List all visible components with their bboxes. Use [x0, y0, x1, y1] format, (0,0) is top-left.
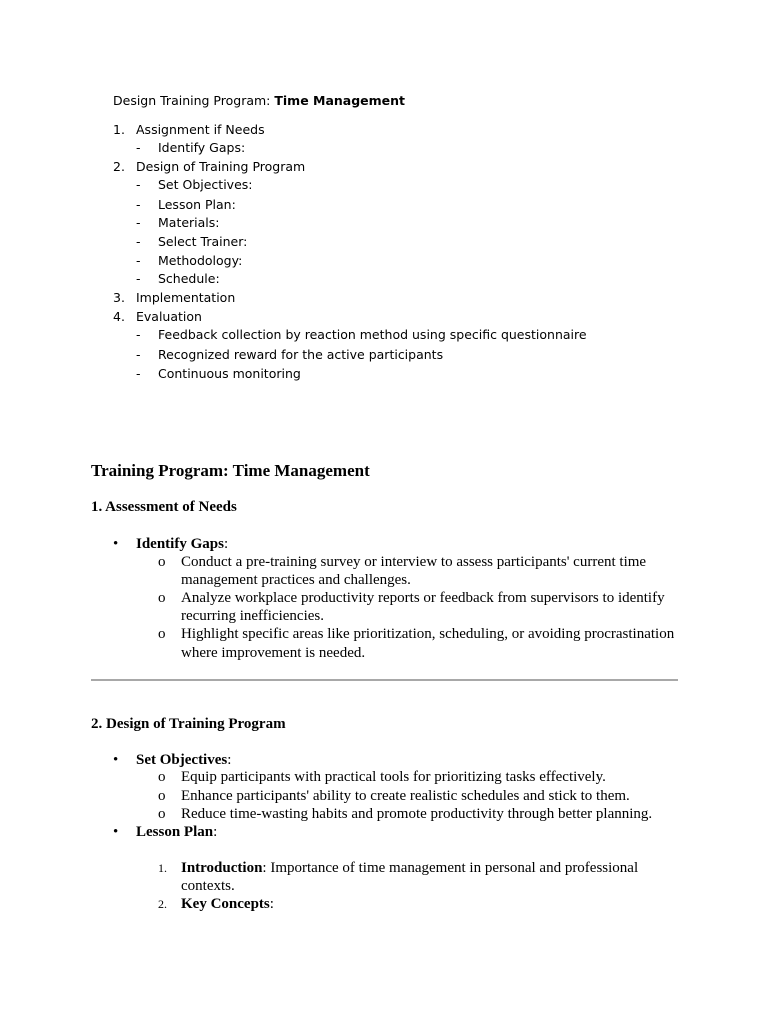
bullet: •: [113, 536, 119, 552]
outline-dash: -: [136, 271, 141, 286]
section-heading: 2. Design of Training Program: [91, 716, 286, 732]
bullet-label: [136, 824, 217, 841]
outline-heading: [113, 93, 405, 108]
sub-bullet: o: [158, 769, 166, 785]
sub-bullet-text: Conduct a pre-training survey or interview to assess participants' current time: [181, 554, 647, 570]
sub-bullet: o: [158, 554, 166, 570]
outline-subitem: Continuous monitoring: [158, 366, 301, 381]
bullet-label-text: Lesson Plan: [136, 824, 214, 840]
sub-bullet-text: management practices and challenges.: [181, 572, 411, 588]
outline-heading-prefix: Design Training Program:: [113, 93, 275, 108]
outline-dash: -: [136, 327, 141, 342]
sub-bullet: o: [158, 806, 166, 822]
sub-bullet: o: [158, 788, 166, 804]
outline-item-label: Evaluation: [136, 309, 202, 324]
outline-item-label: Implementation: [136, 290, 236, 305]
bullet-label-text: Identify Gaps: [136, 536, 224, 552]
numbered-item-rest: :: [269, 896, 274, 912]
colon: :: [213, 824, 218, 840]
outline-item-label: Assignment if Needs: [136, 122, 265, 137]
outline-item-label: Design of Training Program: [136, 159, 306, 174]
numbered-item-text: [181, 860, 638, 877]
numbered-item-continuation: contexts.: [181, 878, 235, 894]
outline-subitem: Identify Gaps:: [158, 140, 246, 155]
outline-subitem: Lesson Plan:: [158, 197, 236, 212]
outline-subitem: Recognized reward for the active participants: [158, 347, 444, 362]
outline-dash: -: [136, 177, 141, 192]
numbered-item-bold: Introduction: [181, 860, 263, 876]
outline-item-number: 1.: [113, 122, 125, 137]
sub-bullet-text: Equip participants with practical tools for prioritizing tasks effectively.: [181, 769, 606, 785]
horizontal-rule: [91, 679, 678, 681]
outline-item-number: 2.: [113, 159, 125, 174]
outline-subitem: Set Objectives:: [158, 177, 253, 192]
outline-heading-topic: Time Management: [274, 93, 406, 108]
outline-dash: -: [136, 197, 141, 212]
outline-item-number: 3.: [113, 290, 125, 305]
sub-bullet: o: [158, 626, 166, 642]
numbered-item-text: [181, 896, 274, 913]
outline-dash: -: [136, 215, 141, 230]
bullet: •: [113, 824, 119, 840]
sub-bullet-text: where improvement is needed.: [181, 645, 366, 661]
outline-dash: -: [136, 234, 141, 249]
outline-dash: -: [136, 347, 141, 362]
sub-bullet-text: Enhance participants' ability to create realistic schedules and stick to them.: [181, 788, 630, 804]
sub-bullet: o: [158, 590, 166, 606]
bullet-label: [136, 752, 231, 769]
outline-subitem: Methodology:: [158, 253, 243, 268]
outline-dash: -: [136, 253, 141, 268]
numbered-item-rest: : Importance of time management in personal and professional: [262, 860, 639, 876]
outline-subitem: Select Trainer:: [158, 234, 248, 249]
section-heading: 1. Assessment of Needs: [91, 499, 237, 515]
colon: :: [227, 752, 232, 768]
outline-dash: -: [136, 140, 141, 155]
program-title: Training Program: Time Management: [91, 461, 370, 480]
sub-bullet-text: Highlight specific areas like prioritization, scheduling, or avoiding procrastination: [181, 626, 675, 642]
sub-bullet-text: Analyze workplace productivity reports or feedback from supervisors to identify: [181, 590, 665, 606]
sub-bullet-text: recurring inefficiencies.: [181, 608, 324, 624]
outline-dash: -: [136, 366, 141, 381]
numbered-item-number: 2.: [158, 897, 167, 911]
outline-subitem: Materials:: [158, 215, 220, 230]
colon: :: [223, 536, 229, 552]
numbered-item-bold: Key Concepts: [181, 896, 270, 912]
sub-bullet-text: Reduce time-wasting habits and promote productivity through better planning.: [181, 806, 653, 822]
outline-subitem: Feedback collection by reaction method using specific questionnaire: [158, 327, 587, 342]
bullet: •: [113, 752, 119, 768]
bullet-label: [136, 536, 228, 553]
outline-subitem: Schedule:: [158, 271, 220, 286]
bullet-label-text: Set Objectives: [136, 752, 228, 768]
outline-item-number: 4.: [113, 309, 125, 324]
numbered-item-number: 1.: [158, 861, 167, 875]
